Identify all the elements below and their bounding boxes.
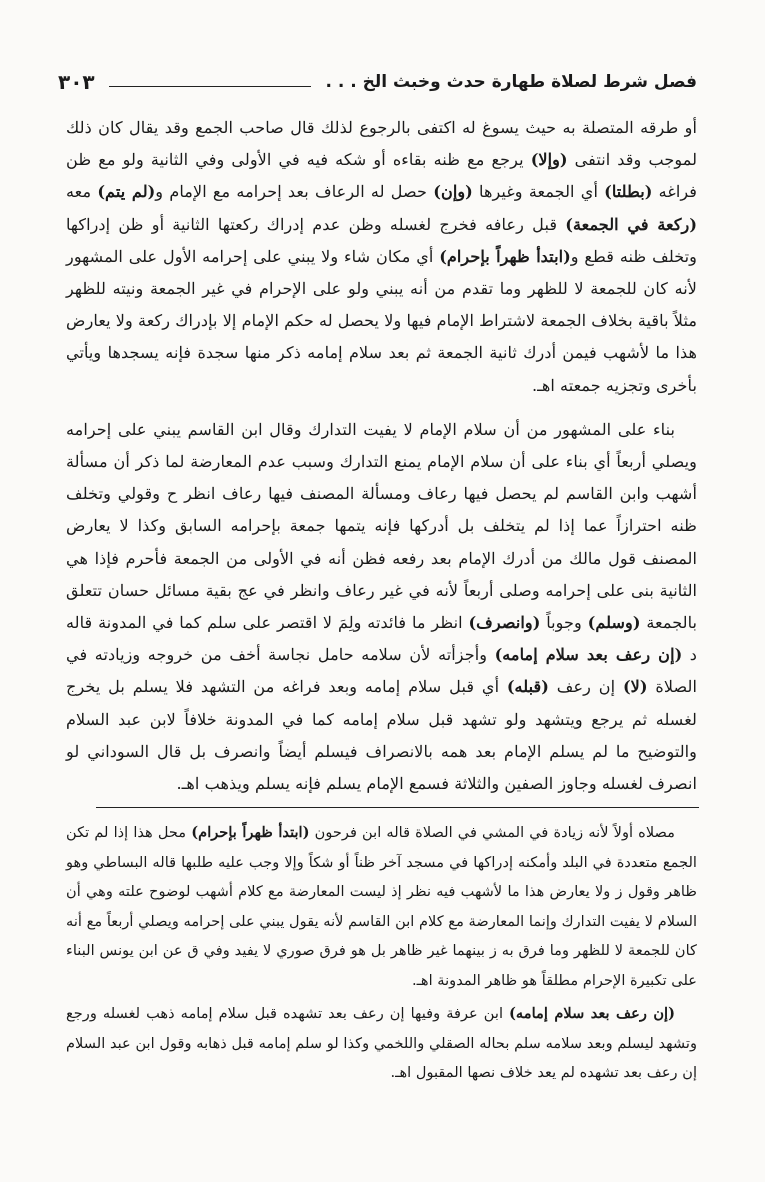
bold-lemma: (وسلم) bbox=[587, 613, 641, 633]
header-rule bbox=[109, 86, 312, 87]
bold-lemma: (ابتدأ ظهراً بإحرام) bbox=[191, 824, 310, 841]
text-run: إن رعف bbox=[548, 677, 623, 697]
bold-lemma: (وإلا) bbox=[530, 150, 568, 170]
text-run: مصلاه أولاً لأنه زيادة في المشي في الصلاة قاله ابن فرحون bbox=[309, 824, 675, 841]
bold-lemma: (قبله) bbox=[506, 677, 549, 697]
text-run: ابن عرفة وفيها إن رعف بعد تشهده قبل سلام إمامه ذهب لغسله ورجع وتشهد ليسلم وبعد سلامه سلم بحاله الصقلي واللخمي وكذا لو سلم إمامه قبل ذهابه وقول ابن عبد السلام إن رعف بعد تشهده لم يعد خلاف نصها المقبول اهـ. bbox=[66, 1005, 697, 1081]
text-run: أي الجمعة وغيرها bbox=[472, 182, 605, 202]
text-run: حصل له الرعاف بعد إحرامه مع الإمام و bbox=[155, 182, 434, 202]
text-run: انظر ما فائدته ولِمَ لا اقتصر على سلم كما في المدونة قاله د bbox=[66, 613, 698, 665]
footnote-1 bbox=[66, 818, 697, 995]
bold-lemma: (وإن) bbox=[433, 182, 473, 202]
footnotes bbox=[66, 818, 697, 1088]
text-run: يرجع مع ظنه بقاءه أو شكه فيه في الأولى وفي الثانية ولو مع ظن فراغه bbox=[66, 150, 697, 202]
text-run: معه bbox=[66, 182, 98, 202]
text-run: بناء على المشهور من أن سلام الإمام لا يفيت التدارك وقال ابن القاسم يبني على إحرامه ويصلي أربعاً أي بناء على أن سلام الإمام يمنع التدارك وسبب عدم المعارضة لما ذكر أن مسألة أشهب وابن القاسم لم يحصل فيها رعاف ومسألة المصنف فيها رعاف انظر ح وقولي وتخلف ظنه احترازاً عما إذا لم يتخلف بل أدركها فإنه يتمها جمعة بإحرامه السابق وكذا لا يعارض المصنف قول مالك من أدرك الإمام بعد رفعه فظن أنه في الأولى من الجمعة فأحرم فإذا هي الثانية بنى على إحرامه وصلى أربعاً لأنه في غير رعاف وانظر في عج بقية مسائل حسان تتعلق بالجمعة bbox=[66, 419, 698, 633]
bold-lemma: (لم يتم) bbox=[97, 182, 156, 202]
text-run: وأجزأته لأن سلامه حامل نجاسة أخف من خروجه وزيادته في الصلاة bbox=[66, 645, 697, 697]
text-run: قبل رعافه فخرج لغسله وظن عدم إدراك ركعتها الثانية أو ظن إدراكها وتخلف ظنه قطع و bbox=[66, 214, 697, 266]
main-paragraph-1 bbox=[66, 112, 697, 402]
text-run: محل هذا إذا لم تكن الجمع متعددة في البلد وأمكنه إدراكها في مسجد آخر ظناً أو شكاً وإلا وجب عليه طلبها قاله البساطي وهو ظاهر وقول ز ولا يعارض هذا ما لأشهب فيه نظر إذ ليست المعارضة مع كلام أشهب لوضوح علته وهي أن السلام لا يفيت التدارك وإنما المعارضة مع كلام ابن القاسم لأنه يقول يبني على إحرامه ويصلي أربعاً مع أنه كان للجمعة لا للظهر وما فرق به ز بينهما غير ظاهر بل هو فرق صوري لا يفيد وفي ق عن ابن يونس البناء على تكبيرة الإحرام مطلقاً هو ظاهر المدونة اهـ. bbox=[66, 824, 697, 989]
text-run: وجوباً bbox=[540, 613, 588, 633]
text-run: أي قبل سلام إمامه وبعد فراغه من التشهد فلا يسلم بل يخرج لغسله ثم يرجع ويتشهد ولو تشهد قبل سلام إمامه كما في المدونة خلافاً لابن عبد السلام والتوضيح ما لم يسلم الإمام بعد همه بالانصراف فيسلم أيضاً وانصرف بل قال السوداني لو انصرف لغسله وجاوز الصفين والثلاثة فسمع الإمام يسلم فإنه يسلم ويذهب اهـ. bbox=[66, 677, 697, 794]
bold-lemma: (ركعة في الجمعة) bbox=[565, 214, 698, 234]
footnote-separator bbox=[96, 807, 699, 808]
running-header bbox=[58, 62, 697, 102]
bold-lemma: (إن رعف بعد سلام إمامه) bbox=[509, 1005, 675, 1022]
text-run: أي مكان شاء ولا يبني على إحرامه الأول على المشهور لأنه كان للجمعة لا للظهر وما تقدم من أنه يبني ولو على الإحرام في غير الجمعة ونيته للظهر مثلاً باقية بخلاف الجمعة لاشتراط الإمام فيها ولا يحصل له حكم الإمام إلا بإدراك ركعة ولا يعارض هذا ما لأشهب فيمن أدرك ثانية الجمعة ثم بعد سلام إمامه ذكر منها سجدة فإنه يسجدها ويأتي بأخرى وتجزيه جمعته اهـ. bbox=[66, 246, 697, 395]
text-run: أو طرقه المتصلة به حيث يسوغ له اكتفى بالرجوع لذلك قال صاحب الجمع وقد يقال كان ذلك لموجب وقد انتفى bbox=[66, 118, 697, 170]
bold-lemma: (لا) bbox=[622, 677, 648, 697]
main-text bbox=[66, 112, 697, 800]
page-number: ٣٠٣ bbox=[58, 70, 95, 94]
footnote-2 bbox=[66, 999, 697, 1088]
bold-lemma: (بطلتا) bbox=[604, 182, 653, 202]
bold-lemma: (وانصرف) bbox=[468, 613, 541, 633]
main-paragraph-2 bbox=[66, 414, 697, 800]
running-header-title: فصل شرط لصلاة طهارة حدث وخبث الخ . . . bbox=[325, 72, 697, 92]
bold-lemma: (إن رعف بعد سلام إمامه) bbox=[494, 645, 683, 665]
bold-lemma: (ابتدأ ظهراً بإحرام) bbox=[439, 246, 571, 266]
